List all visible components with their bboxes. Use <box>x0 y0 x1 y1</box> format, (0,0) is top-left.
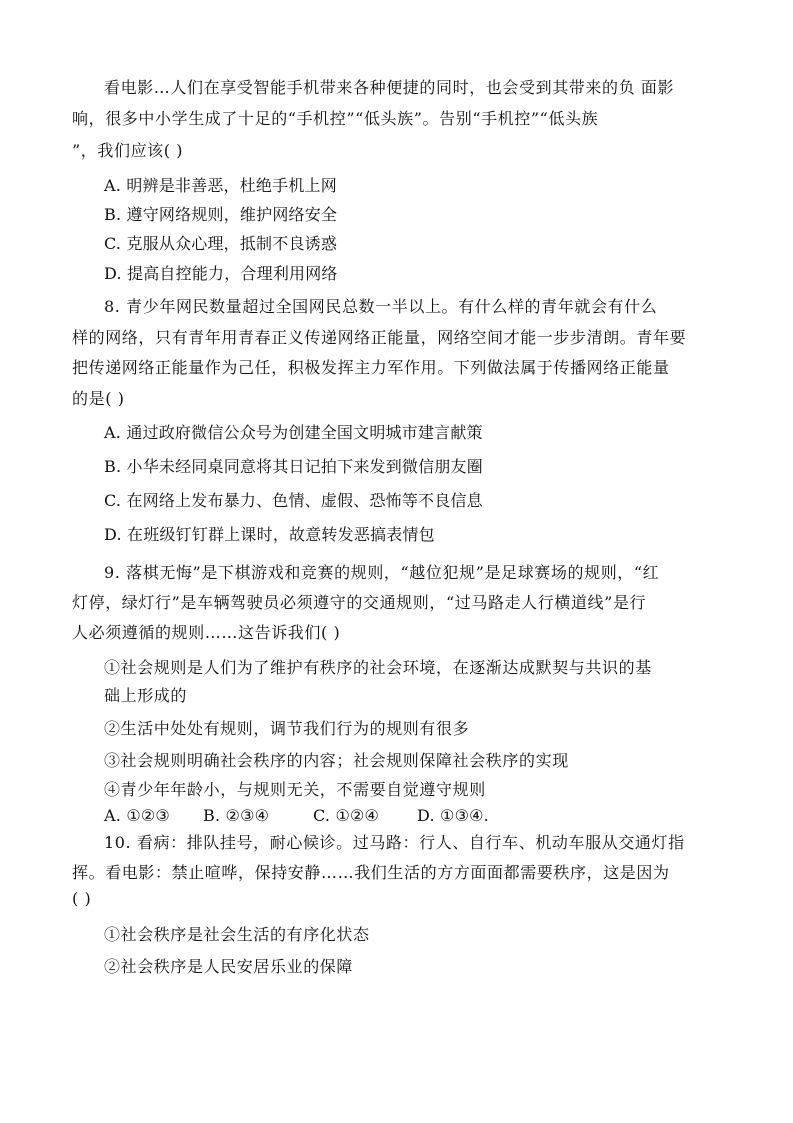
q9-statement-4: ④青少年年龄小，与规则无关，不需要自觉遵守规则 <box>104 780 486 799</box>
q9-choice-c: C. ①②④ <box>313 806 380 825</box>
q8-line-4: 的是( ) <box>72 389 125 408</box>
q8-option-b: B. 小华未经同桌同意将其日记拍下来发到微信朋友圈 <box>104 457 483 476</box>
q10-statement-2: ②社会秩序是人民安居乐业的保障 <box>104 957 354 976</box>
q8-option-d: D. 在班级钉钉群上课时，故意转发恶搞表情包 <box>104 525 435 544</box>
q9-choice-a: A. ①②③ <box>104 806 170 825</box>
q9-choice-d: D. ①③④. <box>417 806 489 825</box>
q9-statement-1-line-2: 础上形成的 <box>104 686 188 705</box>
q9-statement-1-line-1: ①社会规则是人们为了维护有秩序的社会环境，在逐渐达成默契与共识的基 <box>104 658 652 677</box>
q9-statement-3: ③社会规则明确社会秩序的内容；社会规则保障社会秩序的实现 <box>104 751 569 770</box>
q10-line-3: ( ) <box>72 889 92 908</box>
q9-line-3: 人必须遵循的规则……这告诉我们( ) <box>72 623 341 642</box>
q9-line-2: 灯停，绿灯行”是车辆驾驶员必须遵守的交通规则，“过马路走人行横道线”是行 <box>72 593 647 612</box>
intro-option-d: D. 提高自控能力，合理利用网络 <box>104 264 338 283</box>
q10-line-2: 挥。看电影：禁止喧哗，保持安静……我们生活的方方面面都需要秩序，这是因为 <box>72 863 670 882</box>
q8-line-2: 样的网络，只有青年用青春正义传递网络正能量，网络空间才能一步步清朗。青年要 <box>72 328 687 347</box>
q8-option-a: A. 通过政府微信公众号为创建全国文明城市建言献策 <box>104 423 483 442</box>
q9-line-1: 9. 落棋无悔”是下棋游戏和竞赛的规则，“越位犯规”是足球赛场的规则，“红 <box>104 563 660 582</box>
intro-option-c: C. 克服从众心理，抵制不良诱惑 <box>104 234 338 253</box>
intro-option-b: B. 遵守网络规则，维护网络安全 <box>104 205 338 224</box>
intro-question-line-1: 看电影…人们在享受智能手机带来各种便捷的同时，也会受到其带来的负 面影 <box>104 78 675 97</box>
intro-question-line-2: 响，很多中小学生成了十足的“手机控”“低头族”。告别“手机控”“低头族 <box>72 109 599 128</box>
q10-line-1: 10. 看病：排队挂号，耐心候诊。过马路：行人、自行车、机动车服从交通灯指 <box>104 833 685 852</box>
q9-statement-2: ②生活中处处有规则，调节我们行为的规则有很多 <box>104 719 470 738</box>
q8-line-1: 8. 青少年网民数量超过全国网民总数一半以上。有什么样的青年就会有什么 <box>104 297 658 316</box>
q8-line-3: 把传递网络正能量作为己任，积极发挥主力军作用。下列做法属于传播网络正能量 <box>72 358 670 377</box>
intro-question-line-3: ”，我们应该( ) <box>72 141 184 160</box>
q10-statement-1: ①社会秩序是社会生活的有序化状态 <box>104 925 370 944</box>
q9-choice-b: B. ②③④ <box>203 806 270 825</box>
intro-option-a: A. 明辨是非善恶，杜绝手机上网 <box>104 176 337 195</box>
q8-option-c: C. 在网络上发布暴力、色情、虚假、恐怖等不良信息 <box>104 491 483 510</box>
